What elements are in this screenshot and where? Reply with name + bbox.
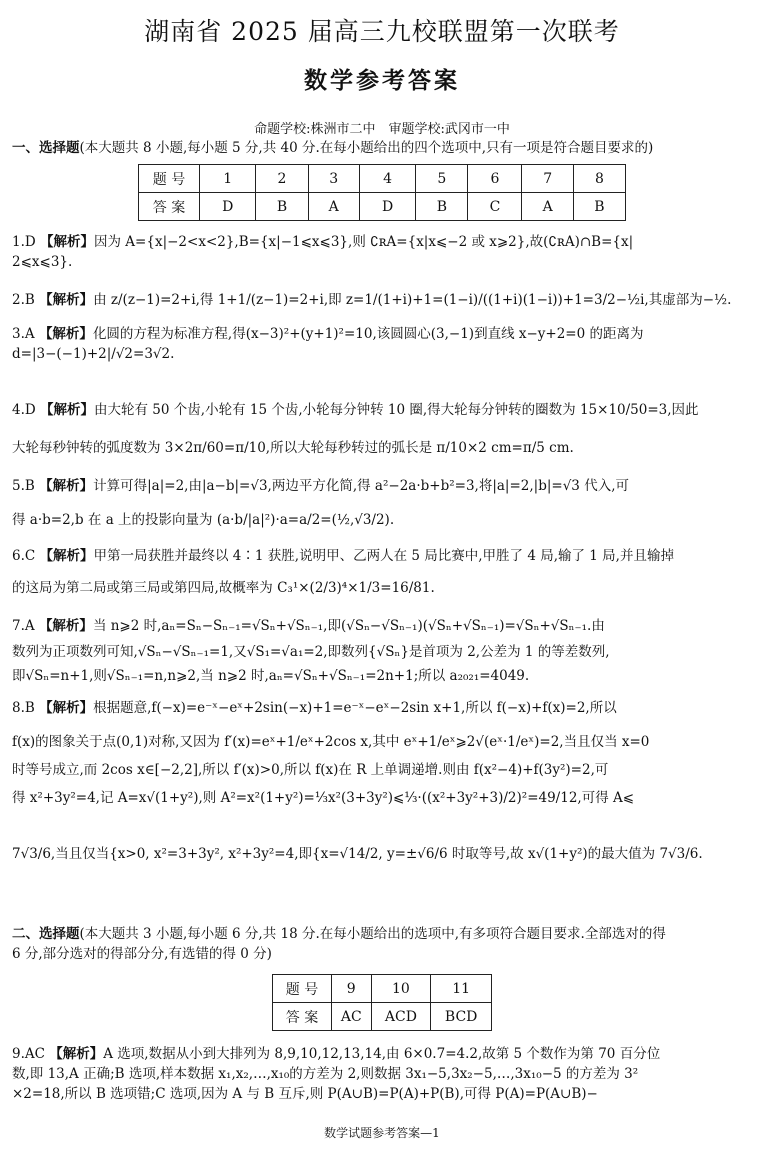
section1-heading-line [12, 138, 754, 158]
table-row [139, 193, 626, 221]
table-cell: AC [332, 1003, 372, 1031]
solution-item-7: 7.A 【解析】当 n⩾2 时,aₙ=Sₙ−Sₙ₋₁=√Sₙ+√Sₙ₋₁,即(√Sₙ−√Sₙ₋₁)(√Sₙ+√Sₙ₋₁)=√Sₙ+√Sₙ₋₁.由 数列为正项数列可知,√Sₙ−√Sₙ₋₁=1,又√S₁=√a₁=2,即数列{√Sₙ}是首项为 2,公差为 1 的等差数列, 即√Sₙ=n+1,则√Sₙ₋₁=n,n⩾2,当 n⩾2 时,aₙ=√Sₙ+√Sₙ₋₁=2n+1;所以 a₂₀₂₁=4049. [12, 618, 610, 684]
section2-heading: 二、选择题 [12, 926, 80, 942]
table-cell: A [308, 193, 359, 221]
table-cell: 6 [468, 165, 522, 193]
table-cell: B [416, 193, 468, 221]
table-row [139, 165, 626, 193]
table-cell-label: 题 号 [273, 975, 332, 1003]
solution-item-9: 9.AC 【解析】A 选项,数据从小到大排列为 8,9,10,12,13,14,由 6×0.7=4.2,故第 5 个数作为第 70 百分位 数,即 13,A 正确;B 选项,样本数据 x₁,x₂,…,x₁₀的方差为 2,则数据 3x₁−5,3x₂−5,…,3x₁₀−5 的方差为 3² ×2=18,所以 B 选项错;C 选项,因为 A 与 B 互斥,则 P(A∪B)=P(A)+P(B),可得 P(A)=P(A∪B)− [12, 1046, 661, 1102]
table-cell: BCD [431, 1003, 492, 1031]
solution-item-8: 8.B 【解析】根据题意,f(−x)=e⁻ˣ−eˣ+2sin(−x)+1=e⁻ˣ−eˣ−2sin x+1,所以 f(−x)+f(x)=2,所以 f(x)的图象关于点(0,1)对称,又因为 f′(x)=eˣ+1/eˣ+2cos x,其中 eˣ+1/eˣ⩾2√(eˣ·1/eˣ)=2,当且仅当 x=0 时等号成立,而 2cos x∈[−2,2],所以 f′(x)>0,所以 f(x)在 R 上单调递增.则由 f(x²−4)+f(3y²)=2,可 得 x²+3y²=4,记 A=x√(1+y²),则 A²=x²(1+y²)=⅓x²(3+3y²)⩽⅓·((x²+3y²+3)/2)²=49/12,可得 A⩽ 7√3/6,当且仅当{x>0, x²=3+3y², x²+3y²=4,即{x=√14/2, y=±√6/6 时取等号,故 x√(1+y²)的最大值为 7√3/6. [12, 700, 703, 862]
table-cell: D [359, 193, 415, 221]
table-cell: B [573, 193, 625, 221]
table-cell: 8 [573, 165, 625, 193]
section2-desc-2: 6 分,部分选对的得部分分,有选错的得 0 分) [12, 946, 272, 962]
section2-answer-table [272, 974, 492, 1031]
table-cell: 2 [256, 165, 308, 193]
table-cell: 7 [522, 165, 573, 193]
section2-desc: (本大题共 3 小题,每小题 6 分,共 18 分.在每小题给出的选项中,有多项符合题目要求.全部选对的得 [79, 926, 666, 942]
table-cell: 9 [332, 975, 372, 1003]
solution-item-5: 5.B 【解析】计算可得|a|=2,由|a−b|=√3,两边平方化简,得 a²−2a·b+b²=3,将|a|=2,|b|=√3 代入,可 得 a·b=2,b 在 a 上的投影向量为 (a·b/|a|²)·a=a/2=(½,√3/2). [12, 478, 629, 528]
page-title: 湖南省 2025 届高三九校联盟第一次联考 [144, 17, 620, 46]
table-cell-label: 题 号 [139, 165, 200, 193]
table-cell: 11 [431, 975, 492, 1003]
solution-item-1: 1.D 【解析】因为 A={x|−2<x<2},B={x|−1⩽x⩽3},则 ∁ʀA={x|x⩽−2 或 x⩾2},故(∁ʀA)∩B={x| 2⩽x⩽3}. [12, 234, 634, 270]
solution-item-6: 6.C 【解析】甲第一局获胜并最终以 4∶1 获胜,说明甲、乙两人在 5 局比赛中,甲胜了 4 局,输了 1 局,并且输掉 的这局为第二局或第三局或第四局,故概率为 C₃¹×(2/3)⁴×1/3=16/81. [12, 548, 674, 596]
table-cell: B [256, 193, 308, 221]
table-cell: ACD [371, 1003, 431, 1031]
table-cell: A [522, 193, 573, 221]
table-cell: 4 [359, 165, 415, 193]
section1-answer-table [138, 164, 626, 221]
section1-heading: 一、选择题 [12, 140, 80, 156]
table-cell: C [468, 193, 522, 221]
table-cell-label: 答 案 [139, 193, 200, 221]
section1-desc: (本大题共 8 小题,每小题 5 分,共 40 分.在每小题给出的四个选项中,只有一项是符合题目要求的) [79, 140, 654, 156]
table-cell: D [200, 193, 256, 221]
page-subtitle: 数学参考答案 [304, 67, 460, 94]
solution-item-4: 4.D 【解析】由大轮有 50 个齿,小轮有 15 个齿,小轮每分钟转 10 圈,得大轮每分钟转的圈数为 15×10/50=3,因此 大轮每秒钟转的弧度数为 3×2π/60=π/10,所以大轮每秒转过的弧长是 π/10×2 cm=π/5 cm. [12, 402, 699, 456]
page-footer: 数学试题参考答案—1 [324, 1126, 440, 1140]
authors-line: 命题学校:株洲市二中 审题学校:武冈市一中 [254, 122, 510, 137]
section2-heading-line [12, 924, 754, 964]
table-cell: 10 [371, 975, 431, 1003]
table-cell-label: 答 案 [273, 1003, 332, 1031]
solution-item-2: 2.B 【解析】由 z/(z−1)=2+i,得 1+1/(z−1)=2+i,即 z=1/(1+i)+1=(1−i)/((1+i)(1−i))+1=3/2−½i,其虚部为−½. [12, 292, 732, 308]
table-row [273, 975, 492, 1003]
solution-item-3: 3.A 【解析】化圆的方程为标准方程,得(x−3)²+(y+1)²=10,该圆圆心(3,−1)到直线 x−y+2=0 的距离为 d=|3−(−1)+2|/√2=3√2. [12, 326, 644, 362]
table-row [273, 1003, 492, 1031]
table-cell: 5 [416, 165, 468, 193]
table-cell: 3 [308, 165, 359, 193]
table-cell: 1 [200, 165, 256, 193]
